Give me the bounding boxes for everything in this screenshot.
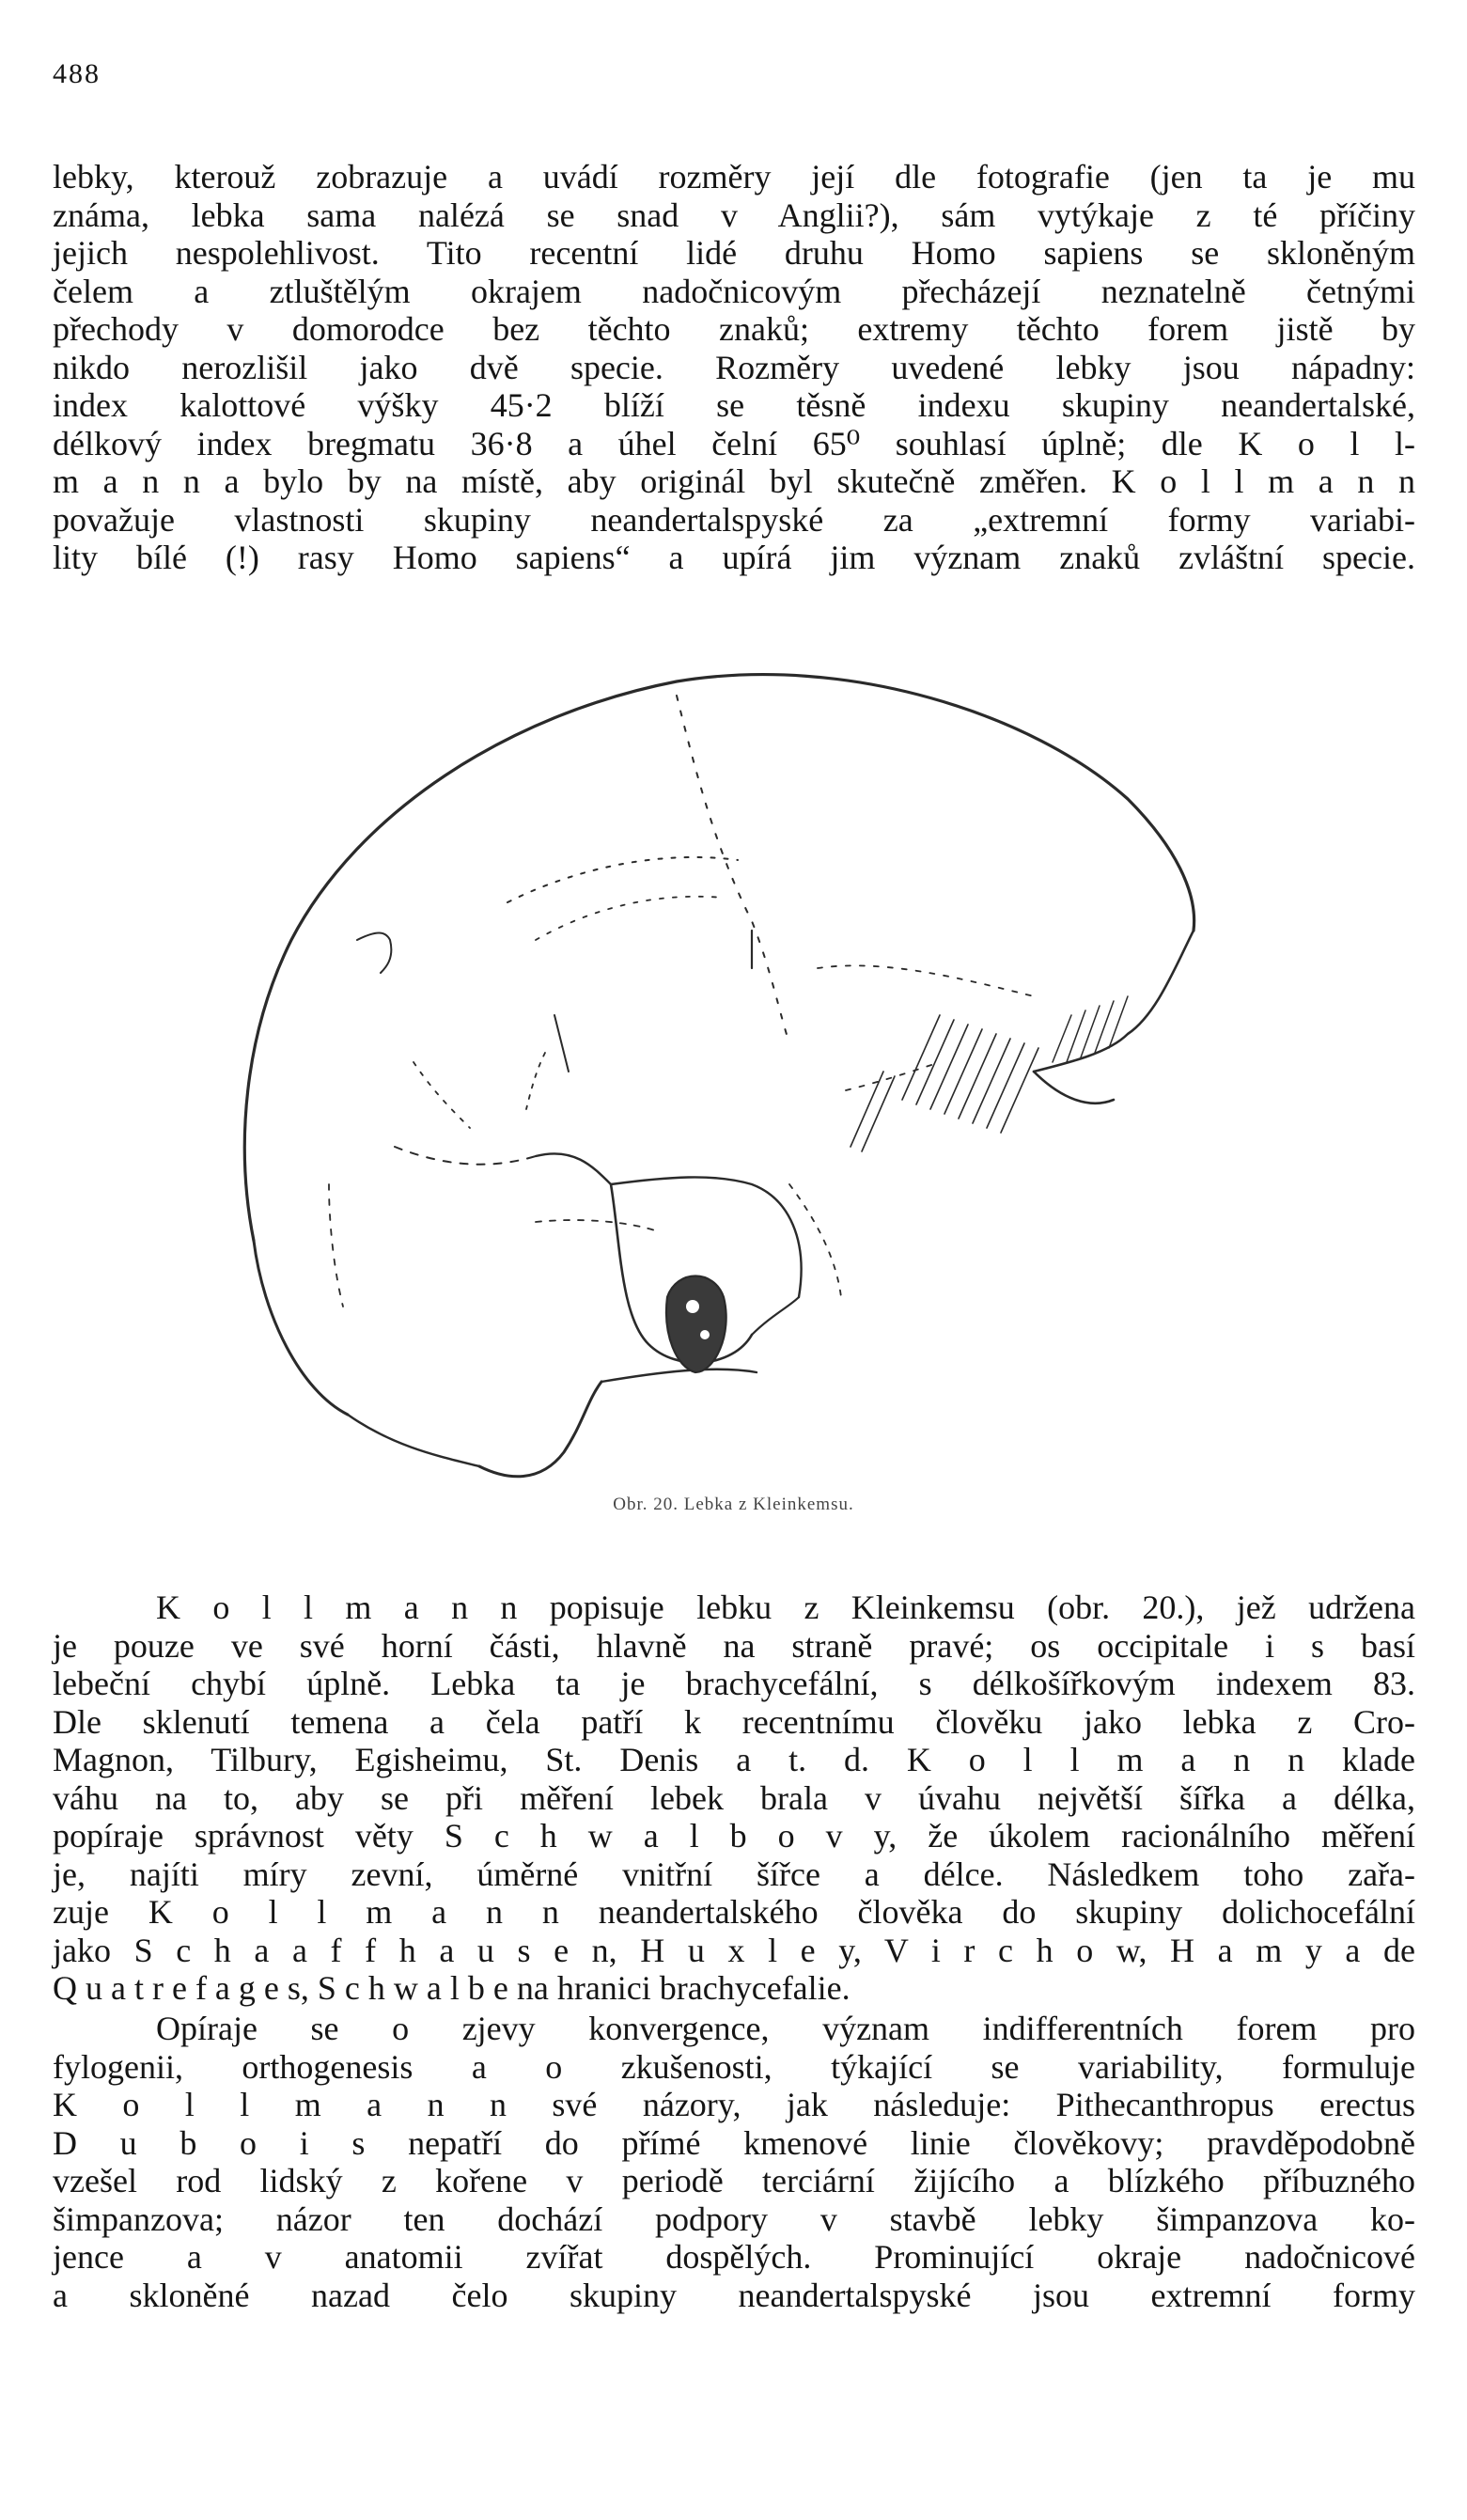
text-line: K o l l m a n n popisuje lebku z Kleinkemsu (obr. 20.), jež udržena (156, 1589, 1415, 1626)
text-line: zuje K o l l m a n n neandertalského člověka do skupiny dolichocefální (53, 1893, 1415, 1931)
text-line: m a n n a bylo by na místě, aby originál byl skutečně změřen. K o l l m a n n (53, 462, 1415, 500)
paragraph-3 (53, 2010, 1415, 2314)
page-number: 488 (53, 58, 101, 89)
text-line: Magnon, Tilbury, Egisheimu, St. Denis a t. d. K o l l m a n n klade (53, 1741, 1415, 1778)
text-line: K o l l m a n n své názory, jak následuje: Pithecanthropus erectus (53, 2086, 1415, 2123)
paragraph-2 (53, 1589, 1415, 2008)
text-line: lebeční chybí úplně. Lebka ta je brachycefální, s délkošířkovým indexem 83. (53, 1665, 1415, 1702)
text-line: Dle sklenutí temena a čela patří k recentnímu člověku jako lebka z Cro- (53, 1702, 1415, 1741)
text-line: vzešel rod lidský z kořene v periodě terciární žijícího a blízkého příbuzného (53, 2162, 1415, 2199)
text-line: a skloněné nazad čelo skupiny neandertalspyské jsou extremní formy (53, 2276, 1415, 2314)
text-line: je, najíti míry zevní, úměrné vnitřní šířce a délce. Následkem toho zařa- (53, 1855, 1415, 1893)
text-line: váhu na to, aby se při měření lebek brala v úvahu největší šířka a délka, (53, 1778, 1415, 1817)
text-line: jejich nespolehlivost. Tito recentní lidé druhu Homo sapiens se skloněným (53, 234, 1415, 272)
text-line: délkový index bregmatu 36·8 a úhel čelní 65⁰ souhlasí úplně; dle K o l l- (53, 424, 1415, 462)
text-line: Q u a t r e f a g e s, S c h w a l b e na hranici brachycefalie. (53, 1969, 851, 2007)
text-line: nikdo nerozlišil jako dvě specie. Rozměry uvedené lebky jsou nápadny: (53, 348, 1415, 386)
text-line: popíraje správnost věty S c h w a l b o v y, že úkolem racionálního měření (53, 1817, 1415, 1855)
paragraph-1 (53, 158, 1415, 577)
text-line: jako S c h a a f f h a u s e n, H u x l e y, V i r c h o w, H a m y a de (53, 1931, 1415, 1969)
skull-figure (226, 658, 1269, 1504)
text-line: známa, lebka sama nalézá se snad v Anglii?), sám vytýkaje z té příčiny (53, 196, 1415, 234)
text-line: index kalottové výšky 45·2 blíží se těsně indexu skupiny neandertalské, (53, 386, 1415, 424)
text-line: je pouze ve své horní části, hlavně na straně pravé; os occipitale i s basí (53, 1626, 1415, 1665)
text-line: lebky, kterouž zobrazuje a uvádí rozměry její dle fotografie (jen ta je mu (53, 158, 1415, 196)
text-line: D u b o i s nepatří do přímé kmenové linie člověkovy; pravděpodobně (53, 2123, 1415, 2162)
text-line: šimpanzova; názor ten dochází podpory v stavbě lebky šimpanzova ko- (53, 2199, 1415, 2238)
text-line: jence a v anatomii zvířat dospělých. Prominující okraje nadočnicové (53, 2238, 1415, 2276)
text-line: čelem a ztluštělým okrajem nadočnicovým přecházejí neznatelně četnými (53, 272, 1415, 310)
text-line: lity bílé (!) rasy Homo sapiens“ a upírá jim význam znaků zvláštní specie. (53, 539, 1415, 576)
skull-drawing-icon (226, 658, 1269, 1504)
text-line: fylogenii, orthogenesis a o zkušenosti, týkající se variability, formuluje (53, 2047, 1415, 2086)
text-line: Opíraje se o zjevy konvergence, význam indifferentních forem pro (156, 2010, 1415, 2047)
figure-caption: Obr. 20. Lebka z Kleinkemsu. (613, 1495, 854, 1514)
text-line: přechody v domorodce bez těchto znaků; extremy těchto forem jistě by (53, 310, 1415, 348)
text-line: považuje vlastnosti skupiny neandertalspyské za „extremní formy variabi- (53, 500, 1415, 539)
